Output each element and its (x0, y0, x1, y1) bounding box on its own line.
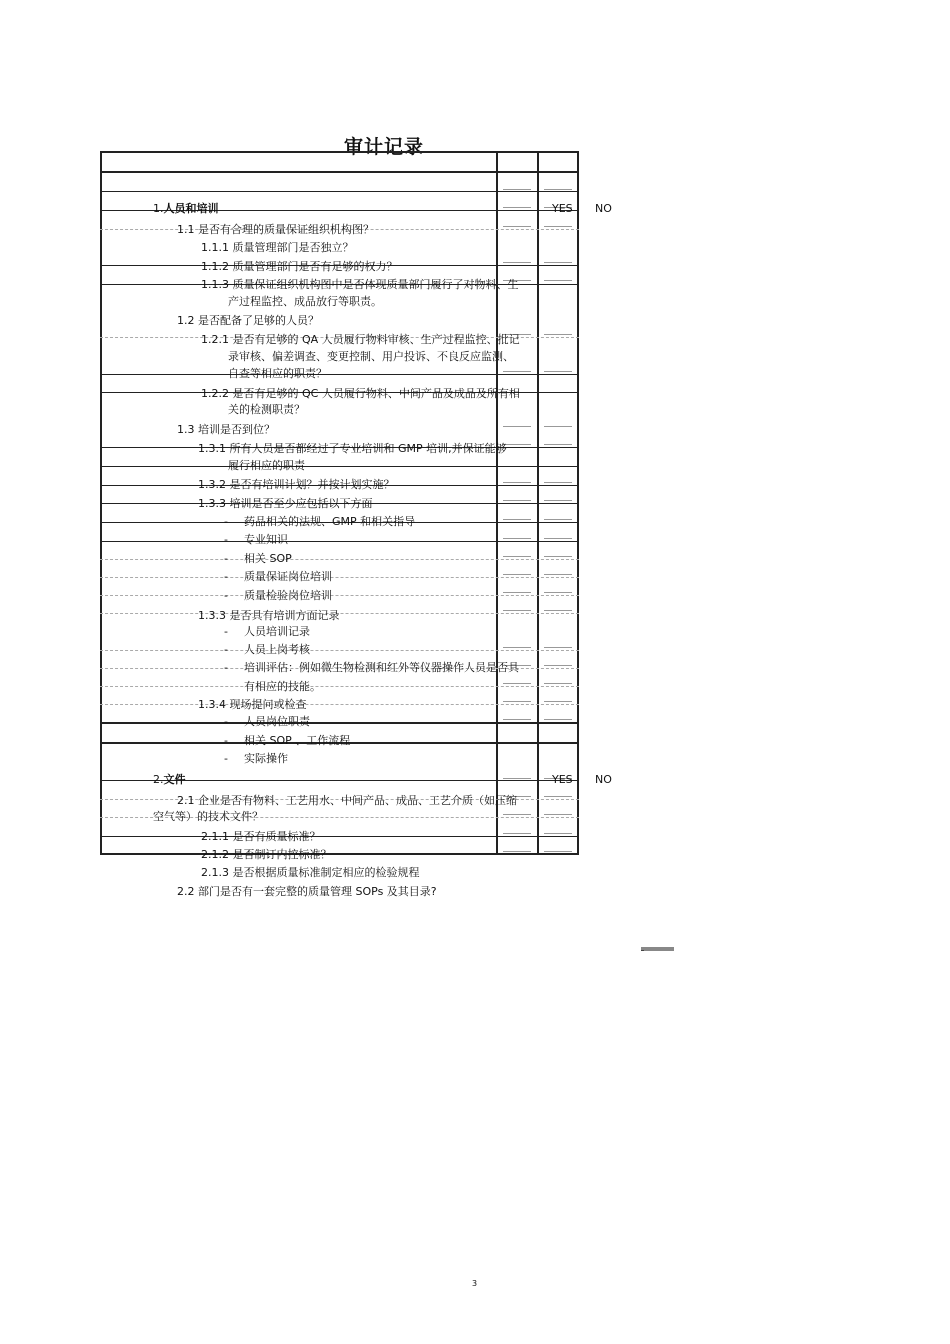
question-item-cont: 产过程监控、成品放行等职责。 (228, 295, 382, 308)
question-item: 1.3.3 是否具有培训方面记录 (198, 609, 340, 622)
question-item: 1.2.2 是否有足够的 QC 人员履行物料、中间产品及成品及所有相 (201, 387, 520, 400)
question-item: 2.1.2 是否制订内控标准？ (201, 848, 332, 861)
bullet-item: 相关 SOP (244, 552, 292, 565)
bullet-dash: - (224, 661, 228, 674)
page-number: 3 (472, 1279, 478, 1288)
bullet-dash: - (224, 734, 228, 747)
question-item-cont: 关的检测职责？ (228, 403, 305, 416)
bullet-item-cont: 有相应的技能。 (244, 680, 321, 693)
section-heading-documents: 2.文件 (153, 773, 186, 786)
question-item: 2.1.3 是否根据质量标准制定相应的检验规程 (201, 866, 420, 879)
bullet-item: 质量保证岗位培训 (244, 570, 332, 583)
section-heading-personnel: 1.人员和培训 (153, 202, 219, 215)
question-item: 1.3.2 是否有培训计划？并按计划实施？ (198, 478, 395, 491)
bullet-dash: - (224, 533, 228, 546)
question-item: 1.3.1 所有人员是否都经过了专业培训和 GMP 培训,并保证能够 (198, 442, 507, 455)
question-item: 1.3.4 现场提问或检查 (198, 698, 307, 711)
bullet-dash: - (224, 625, 228, 638)
question-item: 1.2.1 是否有足够的 QA 人员履行物料审核、生产过程监控、批记 (201, 333, 520, 346)
bullet-dash: - (224, 552, 228, 565)
yes-label: YES (552, 202, 573, 215)
bullet-item: 专业知识 (244, 533, 288, 546)
question-item: 1.1.3 质量保证组织机构图中是否体现质量部门履行了对物料、生 (201, 278, 519, 291)
question-item: 1.1.1 质量管理部门是否独立？ (201, 241, 354, 254)
bullet-item: 培训评估：例如微生物检测和红外等仪器操作人员是否具 (244, 661, 519, 674)
bullet-dash: - (224, 715, 228, 728)
bullet-dash: - (224, 589, 228, 602)
question-item: 2.1 企业是否有物料、工艺用水、中间产品、成品、工艺介质（如压缩 (177, 794, 517, 807)
bullet-item: 人员上岗考核 (244, 643, 310, 656)
question-item: 1.1 是否有合理的质量保证组织机构图？ (177, 223, 374, 236)
bullet-dash: - (224, 643, 228, 656)
question-item-cont: 自查等相应的职责？ (228, 367, 327, 380)
yes-label: YES (552, 773, 573, 786)
question-item: 2.1.1 是否有质量标准？ (201, 830, 321, 843)
bullet-dash: - (224, 570, 228, 583)
question-item: 1.3 培训是否到位？ (177, 423, 275, 436)
question-item: 1.1.2 质量管理部门是否有足够的权力？ (201, 260, 398, 273)
bullet-dash: - (224, 752, 228, 765)
bullet-dash: - (224, 515, 228, 528)
bullet-item: 药品相关的法规、GMP 和相关指导 (244, 515, 416, 528)
page-title: 审计记录 (344, 136, 425, 158)
question-item-cont: 履行相应的职责 (228, 459, 305, 472)
bullet-item: 质量检验岗位培训 (244, 589, 332, 602)
no-label: NO (595, 202, 612, 215)
stray-mark-dot (641, 950, 644, 951)
question-item-cont: 空气等）的技术文件？ (153, 810, 263, 823)
question-item: 1.2 是否配备了足够的人员？ (177, 314, 319, 327)
stray-mark (641, 947, 674, 951)
question-item: 2.2 部门是否有一套完整的质量管理 SOPs 及其目录? (177, 885, 437, 898)
bullet-item: 实际操作 (244, 752, 288, 765)
bullet-item: 人员培训记录 (244, 625, 310, 638)
no-label: NO (595, 773, 612, 786)
bullet-item: 相关 SOP 、工作流程 (244, 734, 351, 747)
question-item-cont: 录审核、偏差调查、变更控制、用户投诉、不良反应监测、 (228, 350, 514, 363)
question-item: 1.3.3 培训是否至少应包括以下方面 (198, 497, 373, 510)
bullet-item: 人员岗位职责 (244, 715, 310, 728)
